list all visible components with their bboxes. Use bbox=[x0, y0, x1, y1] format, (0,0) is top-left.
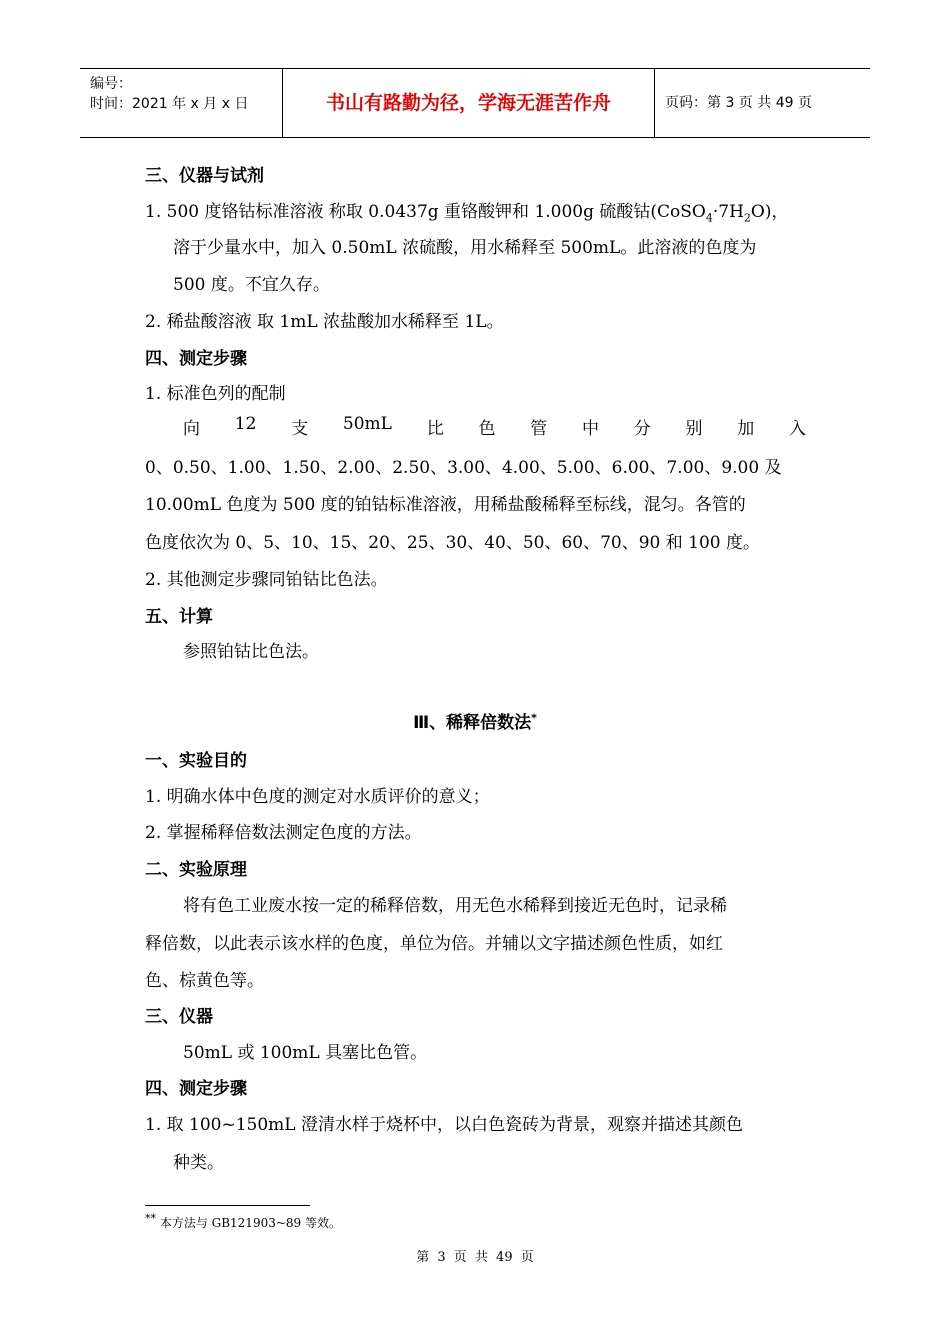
section-title: 二、实验原理 bbox=[145, 860, 247, 880]
paragraph-line: 色度依次为 0、5、10、15、20、25、30、40、50、60、70、90 和 100 度。 bbox=[145, 533, 761, 553]
page-header bbox=[80, 68, 870, 138]
reagent-item-2: 2. 稀盐酸溶液 取 1mL 浓盐酸加水稀释至 1L。 bbox=[145, 312, 504, 332]
paragraph-line: 种类。 bbox=[173, 1153, 224, 1173]
list-item: 2. 掌握稀释倍数法测定色度的方法。 bbox=[145, 823, 422, 843]
section-title: 四、测定步骤 bbox=[145, 1079, 247, 1099]
paragraph-line: 参照铂钴比色法。 bbox=[183, 642, 319, 662]
header-page-number: 页码：第 3 页 共 49 页 bbox=[665, 95, 812, 111]
step-item-2: 2. 其他测定步骤同铂钴比色法。 bbox=[145, 570, 388, 590]
paragraph-line: 500 度。不宜久存。 bbox=[173, 275, 330, 295]
part-title: Ⅲ、稀释倍数法* bbox=[413, 711, 537, 733]
reagent-item-1: 1. 500 度铬钴标准溶液 称取 0.0437g 重铬酸钾和 1.000g 硫酸钴$(CoSO_4\cdot 7H_2O)$， bbox=[145, 202, 789, 225]
footnote-separator bbox=[145, 1205, 310, 1206]
paragraph-line: 溶于少量水中，加入 0.50mL 浓硫酸，用水稀释至 500mL。此溶液的色度为 bbox=[173, 238, 757, 258]
footnote: ** 本方法与 GB121903~89 等效。 bbox=[145, 1212, 341, 1230]
justified-line: 向 12 支 50mL 比 色 管 中 分 别 加 入 bbox=[183, 414, 806, 439]
paragraph-line: 色、棕黄色等。 bbox=[145, 971, 264, 991]
step-item-1: 1. 标准色列的配制 bbox=[145, 384, 286, 404]
section-title: 三、仪器与试剂 bbox=[145, 166, 264, 186]
page-footer: 第 3 页 共 49 页 bbox=[416, 1250, 534, 1265]
section-title: 一、实验目的 bbox=[145, 751, 247, 771]
time-label: 时间：2021 年 x 月 x 日 bbox=[90, 96, 249, 112]
header-motto: 书山有路勤为径，学海无涯苦作舟 bbox=[283, 69, 655, 137]
step-item-1: 1. 取 100~150mL 澄清水样于烧杯中，以白色瓷砖为背景，观察并描述其颜色 bbox=[145, 1115, 743, 1135]
paragraph-line: 释倍数，以此表示该水样的色度，单位为倍。并辅以文字描述颜色性质，如红 bbox=[145, 934, 723, 954]
header-info-cell bbox=[80, 69, 283, 137]
paragraph-line: 50mL 或 100mL 具塞比色管。 bbox=[183, 1043, 428, 1063]
section-title: 四、测定步骤 bbox=[145, 349, 247, 369]
paragraph-line: 0、0.50、1.00、1.50、2.00、2.50、3.00、4.00、5.00、6.00、7.00、9.00 及 bbox=[145, 458, 782, 478]
paragraph-line: 将有色工业废水按一定的稀释倍数，用无色水稀释到接近无色时，记录稀 bbox=[183, 896, 727, 916]
number-label: 编号： bbox=[90, 76, 132, 92]
section-title: 三、仪器 bbox=[145, 1007, 213, 1027]
paragraph-line: 10.00mL 色度为 500 度的铂钴标准溶液，用稀盐酸稀释至标线，混匀。各管的 bbox=[145, 495, 746, 515]
list-item: 1. 明确水体中色度的测定对水质评价的意义； bbox=[145, 787, 490, 807]
section-title: 五、计算 bbox=[145, 607, 213, 627]
